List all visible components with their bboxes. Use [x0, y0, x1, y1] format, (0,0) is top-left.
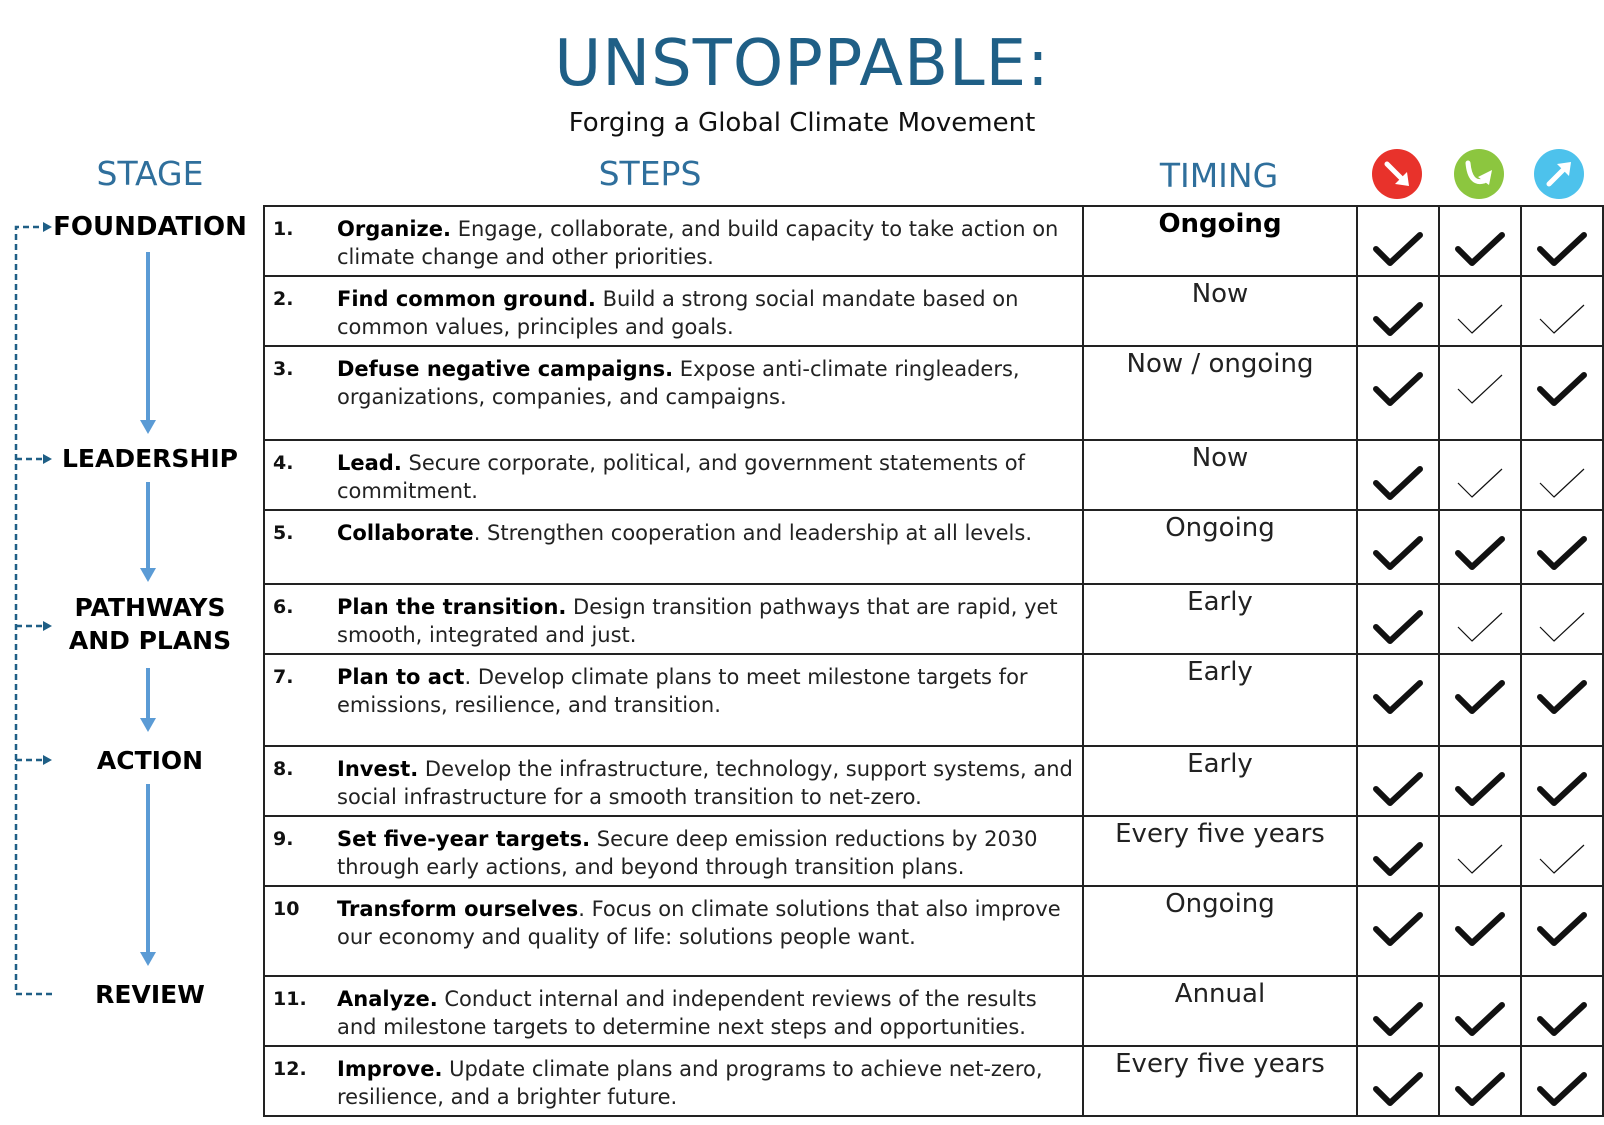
- check-cell-3: [1521, 816, 1603, 886]
- table-row: [264, 1046, 1603, 1116]
- thin-check-icon: [1534, 605, 1590, 647]
- step-cell: [264, 440, 1083, 510]
- step-text: Develop the infrastructure, technology, support systems, and social infrastructure for a smooth transition to net-zero.: [337, 757, 1073, 809]
- page-title: UNSTOPPABLE:: [554, 27, 1050, 101]
- timing-cell: Now: [1083, 276, 1357, 346]
- check-cell-1: [1357, 816, 1439, 886]
- bold-check-icon: [1370, 837, 1426, 879]
- check-cell-2: [1439, 440, 1521, 510]
- steps-table: [263, 205, 1604, 1117]
- bold-check-icon: [1370, 297, 1426, 339]
- check-cell-3: [1521, 886, 1603, 976]
- table-row: [264, 654, 1603, 746]
- step-lead: Plan the transition.: [337, 595, 567, 619]
- check-cell-2: [1439, 510, 1521, 584]
- check-cell-2: [1439, 816, 1521, 886]
- bold-check-icon: [1370, 997, 1426, 1039]
- step-cell: [264, 584, 1083, 654]
- step-number: 3.: [273, 358, 294, 380]
- bold-check-icon: [1452, 227, 1508, 269]
- step-text: . Focus on climate solutions that also improve our economy and quality of life: solutions people want.: [337, 897, 1061, 949]
- step-number: 12.: [273, 1058, 307, 1080]
- check-cell-2: [1439, 206, 1521, 276]
- arrow-up-right-icon: [1534, 149, 1584, 199]
- table-row: [264, 584, 1603, 654]
- step-description: [337, 895, 1074, 951]
- bold-check-icon: [1452, 1067, 1508, 1109]
- table-row: [264, 886, 1603, 976]
- table-row: [264, 746, 1603, 816]
- bold-check-icon: [1534, 997, 1590, 1039]
- bold-check-icon: [1452, 907, 1508, 949]
- step-lead: Collaborate: [337, 521, 474, 545]
- thin-check-icon: [1534, 837, 1590, 879]
- thin-check-icon: [1452, 605, 1508, 647]
- stage-pathways-line1: PATHWAYS: [74, 593, 226, 622]
- step-cell: [264, 510, 1083, 584]
- check-cell-1: [1357, 440, 1439, 510]
- table-row: [264, 440, 1603, 510]
- bold-check-icon: [1452, 767, 1508, 809]
- step-cell: [264, 816, 1083, 886]
- table-row: [264, 346, 1603, 440]
- stage-action: ACTION: [96, 746, 204, 775]
- bold-check-icon: [1534, 1067, 1590, 1109]
- step-description: [337, 355, 1074, 411]
- timing-cell: Early: [1083, 746, 1357, 816]
- step-description: [337, 825, 1074, 881]
- thin-check-icon: [1452, 297, 1508, 339]
- thin-check-icon: [1452, 837, 1508, 879]
- step-lead: Defuse negative campaigns.: [337, 357, 674, 381]
- arrow-curve-up-icon: [1454, 149, 1504, 199]
- step-number: 10: [273, 898, 300, 920]
- check-cell-2: [1439, 886, 1521, 976]
- check-cell-3: [1521, 276, 1603, 346]
- stage-review: REVIEW: [95, 980, 205, 1009]
- step-cell: [264, 976, 1083, 1046]
- step-text: Build a strong social mandate based on common values, principles and goals.: [337, 287, 1019, 339]
- check-cell-1: [1357, 886, 1439, 976]
- feedback-loop-line: [16, 227, 52, 994]
- step-text: Design transition pathways that are rapid, yet smooth, integrated and just.: [337, 595, 1058, 647]
- step-lead: Organize.: [337, 217, 452, 241]
- loop-arrowhead-foundation: [43, 222, 52, 232]
- check-cell-2: [1439, 1046, 1521, 1116]
- table-row: [264, 276, 1603, 346]
- step-lead: Set five-year targets.: [337, 827, 591, 851]
- table-row: [264, 816, 1603, 886]
- step-cell: [264, 206, 1083, 276]
- stage-pathways-line2: AND PLANS: [68, 626, 232, 655]
- step-description: [337, 755, 1074, 811]
- check-cell-1: [1357, 1046, 1439, 1116]
- check-cell-3: [1521, 746, 1603, 816]
- check-cell-1: [1357, 206, 1439, 276]
- flow-arrowhead-4: [140, 952, 156, 966]
- timing-cell: Ongoing: [1083, 206, 1357, 276]
- table-row: [264, 976, 1603, 1046]
- step-description: [337, 449, 1074, 505]
- bold-check-icon: [1534, 907, 1590, 949]
- step-text: . Develop climate plans to meet milestone targets for emissions, resilience, and transition.: [337, 665, 1028, 717]
- bold-check-icon: [1534, 367, 1590, 409]
- check-cell-2: [1439, 346, 1521, 440]
- timing-cell: Ongoing: [1083, 886, 1357, 976]
- step-number: 2.: [273, 288, 294, 310]
- loop-arrowhead-action: [43, 755, 52, 765]
- step-cell: [264, 746, 1083, 816]
- check-cell-2: [1439, 976, 1521, 1046]
- stage-flow-diagram: [0, 0, 270, 1125]
- check-cell-3: [1521, 1046, 1603, 1116]
- step-number: 1.: [273, 218, 294, 240]
- step-text: . Strengthen cooperation and leadership at all levels.: [473, 521, 1033, 545]
- step-number: 4.: [273, 452, 294, 474]
- step-cell: [264, 276, 1083, 346]
- step-number: 8.: [273, 758, 294, 780]
- bold-check-icon: [1370, 227, 1426, 269]
- step-description: [337, 985, 1074, 1041]
- step-text: Engage, collaborate, and build capacity to take action on climate change and other priorities.: [337, 217, 1059, 269]
- check-cell-3: [1521, 440, 1603, 510]
- steps-header: STEPS: [598, 154, 702, 193]
- check-cell-1: [1357, 276, 1439, 346]
- stage-leadership: LEADERSHIP: [62, 444, 238, 473]
- step-cell: [264, 1046, 1083, 1116]
- bold-check-icon: [1370, 531, 1426, 573]
- check-cell-3: [1521, 510, 1603, 584]
- step-cell: [264, 346, 1083, 440]
- bold-check-icon: [1370, 767, 1426, 809]
- check-cell-2: [1439, 584, 1521, 654]
- flow-arrowhead-1: [140, 420, 156, 434]
- timing-cell: Ongoing: [1083, 510, 1357, 584]
- check-cell-1: [1357, 746, 1439, 816]
- flow-arrowhead-2: [140, 568, 156, 582]
- step-lead: Invest.: [337, 757, 419, 781]
- timing-cell: Early: [1083, 584, 1357, 654]
- step-number: 6.: [273, 596, 294, 618]
- thin-check-icon: [1452, 367, 1508, 409]
- bold-check-icon: [1534, 227, 1590, 269]
- step-lead: Improve.: [337, 1057, 443, 1081]
- thin-check-icon: [1452, 461, 1508, 503]
- bold-check-icon: [1534, 531, 1590, 573]
- flow-arrowhead-3: [140, 718, 156, 732]
- check-cell-2: [1439, 276, 1521, 346]
- table-row: [264, 206, 1603, 276]
- bold-check-icon: [1534, 767, 1590, 809]
- arrow-down-right-icon: [1372, 149, 1422, 199]
- page-subtitle: Forging a Global Climate Movement: [568, 108, 1036, 138]
- bold-check-icon: [1370, 605, 1426, 647]
- step-lead: Transform ourselves: [337, 897, 579, 921]
- bold-check-icon: [1370, 907, 1426, 949]
- bold-check-icon: [1452, 997, 1508, 1039]
- step-lead: Analyze.: [337, 987, 438, 1011]
- step-text: Secure corporate, political, and government statements of commitment.: [337, 451, 1025, 503]
- check-cell-3: [1521, 654, 1603, 746]
- step-lead: Lead.: [337, 451, 402, 475]
- check-cell-1: [1357, 510, 1439, 584]
- check-cell-3: [1521, 584, 1603, 654]
- bold-check-icon: [1370, 675, 1426, 717]
- step-cell: [264, 654, 1083, 746]
- step-number: 9.: [273, 828, 294, 850]
- step-text: Conduct internal and independent reviews of the results and milestone targets to determine next steps and opportunities.: [337, 987, 1037, 1039]
- thin-check-icon: [1534, 297, 1590, 339]
- bold-check-icon: [1370, 461, 1426, 503]
- thin-check-icon: [1534, 461, 1590, 503]
- step-description: [337, 663, 1074, 719]
- loop-arrowhead-pathways: [43, 621, 52, 631]
- step-text: Expose anti-climate ringleaders, organizations, companies, and campaigns.: [337, 357, 1020, 409]
- check-cell-1: [1357, 584, 1439, 654]
- bold-check-icon: [1452, 675, 1508, 717]
- check-cell-1: [1357, 976, 1439, 1046]
- step-lead: Find common ground.: [337, 287, 596, 311]
- timing-cell: Now / ongoing: [1083, 346, 1357, 440]
- step-description: [337, 1055, 1074, 1111]
- check-cell-1: [1357, 346, 1439, 440]
- bold-check-icon: [1370, 1067, 1426, 1109]
- step-number: 7.: [273, 666, 294, 688]
- step-description: [337, 519, 1032, 547]
- check-cell-1: [1357, 654, 1439, 746]
- loop-arrowhead-leadership: [43, 454, 52, 464]
- step-number: 5.: [273, 522, 294, 544]
- bold-check-icon: [1370, 367, 1426, 409]
- step-text: Update climate plans and programs to achieve net-zero, resilience, and a brighter future.: [337, 1057, 1043, 1109]
- step-lead: Plan to act: [337, 665, 465, 689]
- check-cell-3: [1521, 346, 1603, 440]
- table-row: [264, 510, 1603, 584]
- step-description: [337, 215, 1074, 271]
- check-cell-2: [1439, 746, 1521, 816]
- timing-cell: Annual: [1083, 976, 1357, 1046]
- timing-cell: Now: [1083, 440, 1357, 510]
- stage-header: STAGE: [96, 154, 204, 193]
- step-text: Secure deep emission reductions by 2030 through early actions, and beyond through transition plans.: [337, 827, 1038, 879]
- step-number: 11.: [273, 988, 307, 1010]
- check-cell-3: [1521, 206, 1603, 276]
- timing-cell: Early: [1083, 654, 1357, 746]
- check-cell-3: [1521, 976, 1603, 1046]
- bold-check-icon: [1452, 531, 1508, 573]
- timing-cell: Every five years: [1083, 816, 1357, 886]
- step-description: [337, 593, 1074, 649]
- step-cell: [264, 886, 1083, 976]
- step-description: [337, 285, 1074, 341]
- timing-cell: Every five years: [1083, 1046, 1357, 1116]
- timing-header: TIMING: [1159, 156, 1279, 195]
- check-cell-2: [1439, 654, 1521, 746]
- bold-check-icon: [1534, 675, 1590, 717]
- stage-foundation: FOUNDATION: [53, 212, 247, 242]
